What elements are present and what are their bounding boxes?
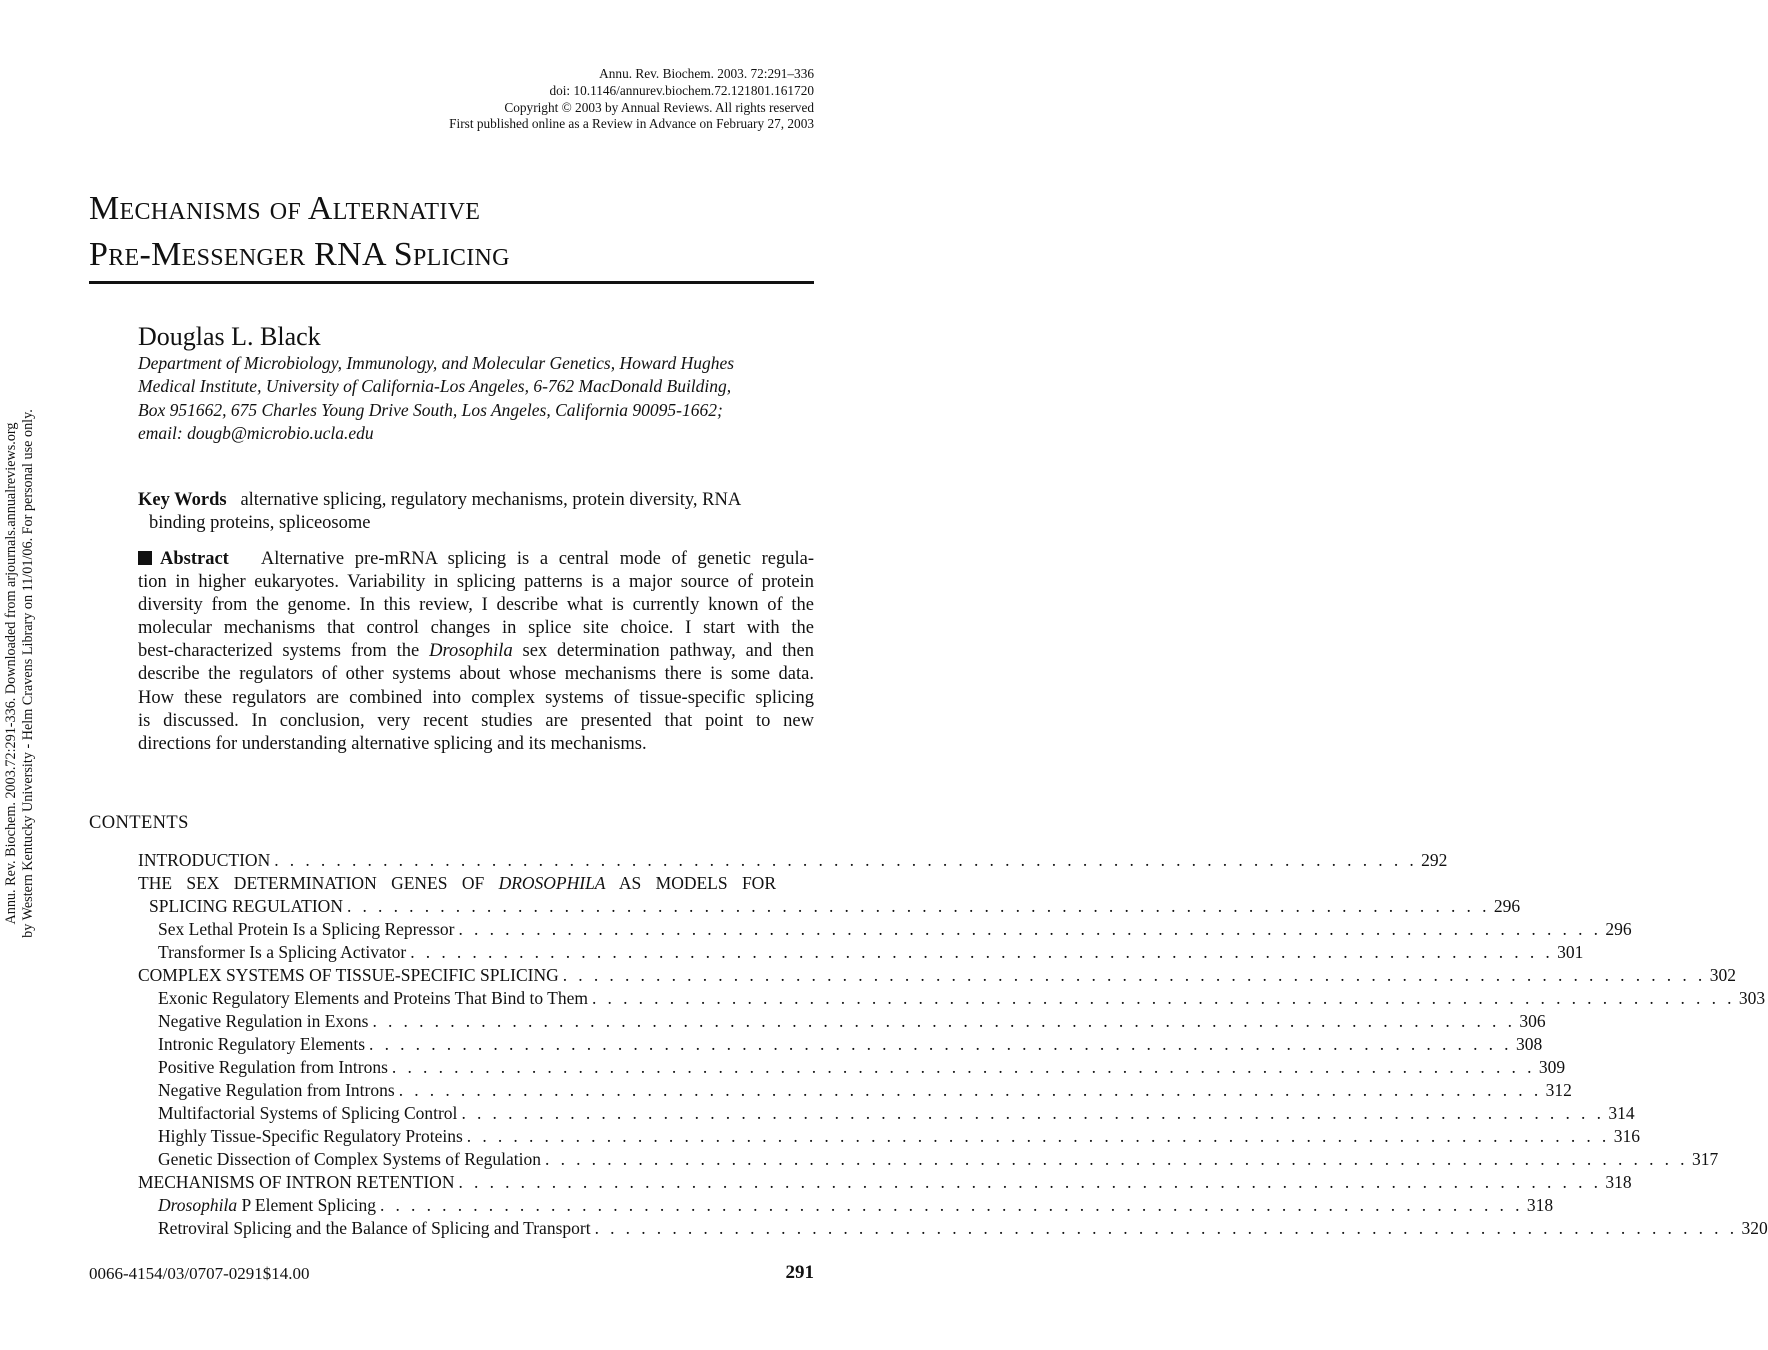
toc-page-number: 302 bbox=[1709, 965, 1736, 985]
author-name: Douglas L. Black bbox=[138, 322, 321, 351]
toc-leader: . . . . . . . . . . . . . . . . . . . . . . . . . . . . . . . . . . . . . . . . . . . . . . . . . . . . . . . . . . . . . . . . . . . . . . . . . . bbox=[562, 965, 1706, 985]
toc-leader: . . . . . . . . . . . . . . . . . . . . . . . . . . . . . . . . . . . . . . . . . . . . . . . . . . . . . . . . . . . . . . . . . . . . . . . . . . bbox=[379, 1195, 1523, 1215]
abstract-line: describe the regulators of other systems about whose mechanisms there is some data. bbox=[138, 664, 814, 685]
toc-entry: SPLICING REGULATION . . . . . . . . . . . . . . . . . . . . . . . . . . . . . . . . . . . . . . . . . . . . . . . . . . . . . . . . . . . . . . . . . . . . . . . . . . 296 bbox=[149, 896, 1521, 916]
toc-entry: THE SEX DETERMINATION GENES OF DROSOPHILA AS MODELS FOR bbox=[138, 873, 776, 893]
toc-leader: . . . . . . . . . . . . . . . . . . . . . . . . . . . . . . . . . . . . . . . . . . . . . . . . . . . . . . . . . . . . . . . . . . . . . . . . . . bbox=[545, 1149, 1688, 1169]
toc-page-number: 296 bbox=[1493, 896, 1521, 916]
toc-leader: . . . . . . . . . . . . . . . . . . . . . . . . . . . . . . . . . . . . . . . . . . . . . . . . . . . . . . . . . . . . . . . . . . . . . . . . . . bbox=[591, 988, 1735, 1008]
footer-code: 0066-4154/03/0707-0291$14.00 bbox=[89, 1264, 310, 1283]
affiliation-line: Department of Microbiology, Immunology, and Molecular Genetics, Howard Hughes bbox=[138, 353, 735, 373]
toc-entry: Negative Regulation in Exons . . . . . . . . . . . . . . . . . . . . . . . . . . . . . . . . . . . . . . . . . . . . . . . . . . . . . . . . . . . . . . . . . . . . . . . . . . 306 bbox=[158, 1011, 1546, 1031]
toc-page-number: 314 bbox=[1608, 1103, 1635, 1123]
toc-leader: . . . . . . . . . . . . . . . . . . . . . . . . . . . . . . . . . . . . . . . . . . . . . . . . . . . . . . . . . . . . . . . . . . . . . . . . . . bbox=[398, 1080, 1542, 1100]
contents-heading: CONTENTS bbox=[89, 813, 189, 833]
toc-entry: Exonic Regulatory Elements and Proteins That Bind to Them . . . . . . . . . . . . . . . . . . . . . . . . . . . . . . . . . . . . . . . . . . . . . . . . . . . . . . . . . . . . . . . . . . . . . . . . . . 303 bbox=[158, 988, 1766, 1008]
keywords-label: Key Words bbox=[138, 490, 227, 510]
toc-leader: . . . . . . . . . . . . . . . . . . . . . . . . . . . . . . . . . . . . . . . . . . . . . . . . . . . . . . . . . . . . . . . . . . . . . . . . . . bbox=[274, 850, 1418, 870]
article-title-line-1: Mechanisms of Alternative bbox=[89, 190, 481, 227]
toc-leader: . . . . . . . . . . . . . . . . . . . . . . . . . . . . . . . . . . . . . . . . . . . . . . . . . . . . . . . . . . . . . . . . . . . . . . . . . . bbox=[594, 1218, 1738, 1238]
toc-entry: Positive Regulation from Introns . . . . . . . . . . . . . . . . . . . . . . . . . . . . . . . . . . . . . . . . . . . . . . . . . . . . . . . . . . . . . . . . . . . . . . . . . . 309 bbox=[158, 1057, 1566, 1077]
keywords-text-line-1: alternative splicing, regulatory mechanisms, protein diversity, RNA bbox=[240, 490, 742, 510]
toc-leader: . . . . . . . . . . . . . . . . . . . . . . . . . . . . . . . . . . . . . . . . . . . . . . . . . . . . . . . . . . . . . . . . . . . . . . . . . . bbox=[458, 1172, 1602, 1192]
toc-page-number: 308 bbox=[1515, 1034, 1543, 1054]
toc-page-number: 316 bbox=[1613, 1126, 1640, 1146]
affiliation-line: Medical Institute, University of California-Los Angeles, 6-762 MacDonald Building, bbox=[138, 376, 732, 397]
toc-entry: Intronic Regulatory Elements . . . . . . . . . . . . . . . . . . . . . . . . . . . . . . . . . . . . . . . . . . . . . . . . . . . . . . . . . . . . . . . . . . . . . . . . . . 308 bbox=[158, 1034, 1543, 1054]
toc-page-number: 292 bbox=[1421, 850, 1448, 870]
article-header-meta bbox=[449, 66, 814, 133]
toc-page-number: 318 bbox=[1605, 1172, 1632, 1192]
toc-page-number: 318 bbox=[1526, 1195, 1554, 1215]
side-note-line-2: by Western Kentucky University - Helm Cravens Library on 11/01/06. For personal use only. bbox=[20, 409, 36, 938]
toc-entry: Highly Tissue-Specific Regulatory Proteins . . . . . . . . . . . . . . . . . . . . . . . . . . . . . . . . . . . . . . . . . . . . . . . . . . . . . . . . . . . . . . . . . . . . . . . . . . 316 bbox=[158, 1126, 1640, 1146]
toc-leader: . . . . . . . . . . . . . . . . . . . . . . . . . . . . . . . . . . . . . . . . . . . . . . . . . . . . . . . . . . . . . . . . . . . . . . . . . . bbox=[458, 919, 1602, 939]
toc-leader: . . . . . . . . . . . . . . . . . . . . . . . . . . . . . . . . . . . . . . . . . . . . . . . . . . . . . . . . . . . . . . . . . . . . . . . . . . bbox=[372, 1011, 1516, 1031]
toc-entry: Genetic Dissection of Complex Systems of Regulation . . . . . . . . . . . . . . . . . . . . . . . . . . . . . . . . . . . . . . . . . . . . . . . . . . . . . . . . . . . . . . . . . . . . . . . . . . 317 bbox=[158, 1149, 1719, 1169]
toc-page-number: 312 bbox=[1545, 1080, 1572, 1100]
article-title bbox=[89, 186, 510, 278]
page-number: 291 bbox=[785, 1262, 814, 1283]
abstract-line: diversity from the genome. In this review, I describe what is currently known of the bbox=[138, 595, 814, 616]
abstract-label: Abstract bbox=[160, 549, 229, 569]
toc-entry: INTRODUCTION . . . . . . . . . . . . . . . . . . . . . . . . . . . . . . . . . . . . . . . . . . . . . . . . . . . . . . . . . . . . . . . . . . . . . . . . . . 292 bbox=[138, 850, 1448, 870]
title-rule bbox=[89, 281, 814, 284]
copyright-notice: Copyright © 2003 by Annual Reviews. All rights reserved bbox=[504, 99, 814, 115]
journal-citation: Annu. Rev. Biochem. 2003. 72:291–336 bbox=[599, 66, 814, 81]
toc-leader: . . . . . . . . . . . . . . . . . . . . . . . . . . . . . . . . . . . . . . . . . . . . . . . . . . . . . . . . . . . . . . . . . . . . . . . . . . bbox=[461, 1103, 1605, 1123]
abstract-line: How these regulators are combined into complex systems of tissue-specific splicing bbox=[138, 687, 814, 708]
abstract-line: directions for understanding alternative splicing and its mechanisms. bbox=[138, 733, 647, 754]
abstract-line: Alternative pre-mRNA splicing is a central mode of genetic regula- bbox=[260, 549, 814, 569]
doi: doi: 10.1146/annurev.biochem.72.121801.161720 bbox=[549, 82, 814, 98]
side-note-line-1: Annu. Rev. Biochem. 2003.72:291-336. Downloaded from arjournals.annualreviews.org bbox=[3, 422, 19, 925]
publication-date: First published online as a Review in Advance on February 27, 2003 bbox=[449, 116, 814, 132]
affiliation-line: Box 951662, 675 Charles Young Drive South, Los Angeles, California 90095-1662; bbox=[138, 399, 723, 420]
abstract-line: best-characterized systems from the Drosophila sex determination pathway, and then bbox=[138, 641, 815, 662]
toc-page-number: 306 bbox=[1519, 1011, 1546, 1031]
toc-entry: Drosophila P Element Splicing . . . . . . . . . . . . . . . . . . . . . . . . . . . . . . . . . . . . . . . . . . . . . . . . . . . . . . . . . . . . . . . . . . . . . . . . . . 318 bbox=[158, 1195, 1554, 1215]
abstract-square-icon bbox=[138, 551, 152, 565]
author-affiliation bbox=[138, 352, 818, 445]
abstract-block bbox=[138, 548, 814, 756]
table-of-contents bbox=[138, 849, 1768, 1240]
toc-page-number: 317 bbox=[1691, 1149, 1719, 1169]
toc-entry: Transformer Is a Splicing Activator . . . . . . . . . . . . . . . . . . . . . . . . . . . . . . . . . . . . . . . . . . . . . . . . . . . . . . . . . . . . . . . . . . . . . . . . . . 301 bbox=[158, 942, 1584, 962]
toc-entry: MECHANISMS OF INTRON RETENTION . . . . . . . . . . . . . . . . . . . . . . . . . . . . . . . . . . . . . . . . . . . . . . . . . . . . . . . . . . . . . . . . . . . . . . . . . . 318 bbox=[138, 1172, 1632, 1192]
toc-page-number: 303 bbox=[1738, 988, 1766, 1008]
affiliation-email: email: dougb@microbio.ucla.edu bbox=[138, 422, 374, 443]
toc-leader: . . . . . . . . . . . . . . . . . . . . . . . . . . . . . . . . . . . . . . . . . . . . . . . . . . . . . . . . . . . . . . . . . . . . . . . . . . bbox=[346, 896, 1490, 916]
toc-entry: COMPLEX SYSTEMS OF TISSUE-SPECIFIC SPLICING . . . . . . . . . . . . . . . . . . . . . . . . . . . . . . . . . . . . . . . . . . . . . . . . . . . . . . . . . . . . . . . . . . . . . . . . . . 302 bbox=[138, 965, 1736, 985]
italic-term: Drosophila bbox=[429, 641, 513, 662]
abstract-line: molecular mechanisms that control changes in splice site choice. I start with the bbox=[138, 618, 814, 639]
article-title-line-2: Pre-Messenger RNA Splicing bbox=[89, 236, 510, 273]
toc-leader: . . . . . . . . . . . . . . . . . . . . . . . . . . . . . . . . . . . . . . . . . . . . . . . . . . . . . . . . . . . . . . . . . . . . . . . . . . bbox=[391, 1057, 1535, 1077]
keywords-block bbox=[138, 489, 814, 536]
abstract-line: is discussed. In conclusion, very recent studies are presented that point to new bbox=[138, 710, 814, 731]
toc-entry: Retroviral Splicing and the Balance of Splicing and Transport . . . . . . . . . . . . . . . . . . . . . . . . . . . . . . . . . . . . . . . . . . . . . . . . . . . . . . . . . . . . . . . . . . . . . . . . . . 320 bbox=[158, 1218, 1768, 1238]
toc-entry: Multifactorial Systems of Splicing Control . . . . . . . . . . . . . . . . . . . . . . . . . . . . . . . . . . . . . . . . . . . . . . . . . . . . . . . . . . . . . . . . . . . . . . . . . . 314 bbox=[158, 1103, 1635, 1123]
toc-page-number: 296 bbox=[1605, 919, 1632, 939]
abstract-line: tion in higher eukaryotes. Variability in splicing patterns is a major source of protein bbox=[138, 572, 814, 593]
toc-leader: . . . . . . . . . . . . . . . . . . . . . . . . . . . . . . . . . . . . . . . . . . . . . . . . . . . . . . . . . . . . . . . . . . . . . . . . . . bbox=[410, 942, 1554, 962]
toc-entry: Sex Lethal Protein Is a Splicing Repressor . . . . . . . . . . . . . . . . . . . . . . . . . . . . . . . . . . . . . . . . . . . . . . . . . . . . . . . . . . . . . . . . . . . . . . . . . . 296 bbox=[158, 919, 1632, 939]
toc-page-number: 320 bbox=[1741, 1218, 1768, 1238]
toc-page-number: 301 bbox=[1557, 942, 1584, 962]
toc-leader: . . . . . . . . . . . . . . . . . . . . . . . . . . . . . . . . . . . . . . . . . . . . . . . . . . . . . . . . . . . . . . . . . . . . . . . . . . bbox=[369, 1034, 1512, 1054]
toc-page-number: 309 bbox=[1538, 1057, 1566, 1077]
toc-leader: . . . . . . . . . . . . . . . . . . . . . . . . . . . . . . . . . . . . . . . . . . . . . . . . . . . . . . . . . . . . . . . . . . . . . . . . . . bbox=[466, 1126, 1610, 1146]
toc-entry: Negative Regulation from Introns . . . . . . . . . . . . . . . . . . . . . . . . . . . . . . . . . . . . . . . . . . . . . . . . . . . . . . . . . . . . . . . . . . . . . . . . . . 312 bbox=[158, 1080, 1572, 1100]
keywords-text-line-2: binding proteins, spliceosome bbox=[149, 513, 371, 534]
